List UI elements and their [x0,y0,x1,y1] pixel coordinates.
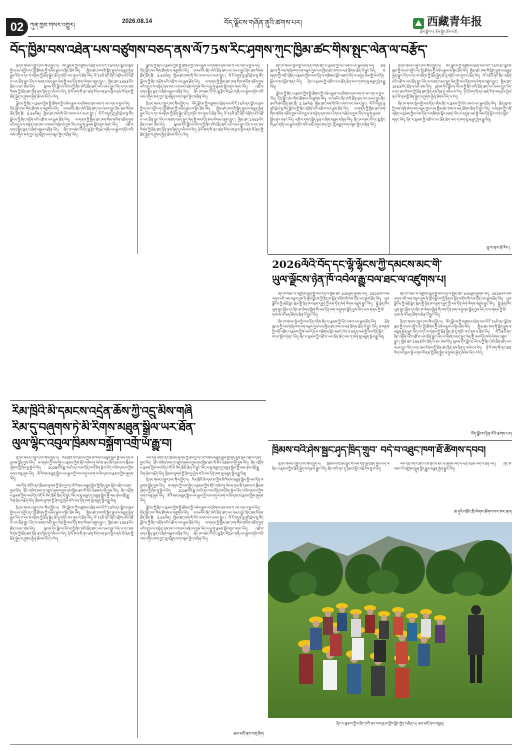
third-col-1 [272,292,390,442]
section-rule [10,400,266,401]
third-col-2 [394,292,512,427]
second-col-1-text-more: ཉི་ཤར་གསར་འགྱུར་ཁང་གིས་སྤྲོད་པ། བོད་ལྗོངས་ཀྱི་བཙུགས་འཐེན་པས་ལོ་ངོ་75ཡི་ནང་ལྗོངས་ཁུལ་གྱི་དཔལ་འབྱོར་དང་སྤྱི་ཚོགས་ཀྱི་འཕེལ་རྒྱས་ལ་སྙིང་ཐོབ་ཡོད། ཁྱིམ་ཚང་ཁག་གི་སྐྱིད་སྡུག་ལ་མཐུན་རྐྱེན་སྦྱར་ཡོད་པ་དང་ས་གནས་ཀྱི་ཐོན་སྐྱེད་ཆེ་རུ་གཏོང་བར་ནུས་པ་ཐོན་ཡོད། ལོ་75ཡི་ནང་ཞིང་འབྲོག་པའི་འཚོ་བ་ཡར་ཐོན་བྱུང་ཡོད་ལ་བཙན་བཅད་སྡུད་ལེན་གྱི་ལས་དོན་ཁག་ལེགས་འགྲུབ་བྱུང་། ཁྱིམ་ཚང་1953ལོར་ཐོན་པ་མང་ཙམ་ཡོད། སྐབས་དེར་ལྗོངས་ཡོངས་ཀྱི་ཞིང་ཁའི་ཐོན་ཚད་ཡར་འཕར་བྱུང་ཡོད་པ་དང་ཟས་རིགས་ཀྱི་ཐོན་ཚད་ཉིན་ནས་ཉིན་དུ་འཕེལ་བ་རེད། ཉེ་ལོ་ཁག་གི་ནང་ཚན་རིག་ལག་རྩལ་སྤེལ་ནས་སོ་ནམ་གྱི་ཐོན་སྐྱེད་ལ་ཤུགས་རྐྱེན་ཐེབས་ཡོད་པ་རེད། [10,505,134,542]
main-col-3 [270,64,386,229]
second-col-1-text: ཉི་ཤར་གསར་འགྱུར་ཁང་གིས་སྤྲོད་པ། རིམ་ཁྲིའི་མི་དམངས་ཀྱིས་མི་རིགས་མཐུན་སྒྲིལ་གྱི་ལས་དོན་ལ་ཤུགས་སྣོན་བྱས་ཡོད། ས་གནས་ཀྱི་ལས་བྱེད་པ་རྣམས་ཀྱིས་གྲོང་གསེབ་ཏུ་ཕེབས་ནས་མི་དམངས་ལ་ཁྲིམས་ལུགས་ཀྱི་ཤེས་བྱ་སྤེལ་ཡོད། 2026ལོའི་ཟླ་7པའི་ནང་ལས་དོན་ཁག་ཅིག་སྤེལ་ཡོད་ལ་མི་དམངས་ཀྱིས་དགའ་བསུ་ཞུས་ཡོད། མི་རིགས་མཐུན་སྒྲིལ་ཡར་རྒྱས་ཀྱི་ལས་འགུལ་ཁག་ལ་མི་དམངས་རྣམས་ཀྱིས་ཞུགས་ཡོད། [10,456,134,481]
main-col-1 [10,64,134,252]
second-col-1-text-cont: ལས་དོན་འདིའི་ནང་ཁྲིམས་ལུགས་ཀྱི་ཤེས་བྱ་དང་མི་རིགས་མཐུན་སྒྲིལ་གྱི་སྲིད་ཇུས་སྐོར་འགྲེལ་བཤད་བྱས་ཡོད། གྲོང་གསེབ་ཁག་ཏུ་འཛུལ་ཞུགས་བྱས་ནས་ཁྱིམ་ཚང་སོ་སོར་འཚམས་འདྲི་བྱས་ཡོད། ཞིང་འབྲོག་པ་རྣམས་ཀྱིས་ལས་དོན་འདི་ལ་ཡིད་ཚིམ་ཆེན་པོ་བྱུང་ཡོད་ལ་མུ་མཐུད་དུ་མཐུན་སྒྲིལ་གྱི་ལམ་ནས་འགྲོ་རྒྱུ་ཡིན་ཞེས་བརྗོད་ཡོད། ཁྲིམས་ལུགས་ཀྱི་ཤེས་བྱ་སྤེལ་བའི་ལས་དོན་ཁག་མུ་མཐུད་སྤེལ་རྒྱུ་ཡིན། [10,483,134,504]
main-col-4-text-cont: ཞིང་ཁ་གསར་སྤེལ་གྱི་ལས་དོན་འདིས་ཞིང་པ་རྣམས་ཀྱི་ཡོང་འབབ་ཡར་རྒྱས་ཐོན་ཡོད། ཐོན་ཁུངས་ཀྱི་ལས་གཞི་ཁག་ལག་བསྟར་བྱས་པས་ཁྱིམ་ཚང་ཁག་ལ་ཕན་ཐོགས་ཆེན་པོ་བྱུང་ཡོད། ས་གནས་ཀྱི་འགོ་འཁྲིད་པ་རྣམས་ཀྱིས་ལས་དོན་ལ་གཟིགས་སྐོར་མཛད་ཡོད་ལ་མདུན་ལམ་གྱི་ལས་དོན་སྐོར་བཀའ་སློབ་གནང་ཡོད། ཞིང་པ་རྣམས་ཀྱི་འཚོ་བ་ཡར་ཐོན་ཆེད་ལས་ཀ་ཁག་མུ་མཐུད་སྤེལ་རྒྱུ་ཡིན། [392,101,512,122]
column-divider [137,456,138,738]
column-divider [267,64,268,254]
fourth-col-1-text: ཉི་ཤར་གསར་འགྱུར་ཁང་གིས་སྤྲོད་པ། ཁྲིམས་བའི་ཤེས་སྦྱང་གི་ལས་དོན་སློབ་ཁྲིད་བྱས་ཡོད་ལ་ཞིང་པ་རྣམས་ཀྱིས་ཐོན་སྐྱེད་ལག་རྩལ་སྦྱང་ཡོད། ཞིང་ཁའི་ནང་དུ་ཉམས་མྱོང་བརྗེ་རེས་བྱས་ཡོད། [272,462,390,472]
news-photo [268,522,512,718]
second-col-1 [10,456,134,738]
logo-icon [413,14,424,25]
third-col-1-text: ཞིང་ཁ་བཟང་པོ་འཛུགས་སྐྲུན་གྱི་ལས་དོན་ལ་ཁྱིམ་ཚང་100ལྷག་ཞུགས་ཡོད། 2026ལོར་ལས་འགུལ་འདི་ལག་བསྟར་བྱས་ཏེ་ཡུལ་ལྗོངས་ཀྱི་ཉེན་ཁ་སྔོན་འགོག་གི་ལས་དོན་ཡར་རྒྱས་ཐོན་ཡོད། ཡུལ་ལྗོངས་ཀྱི་མཐོ་སྒང་ཁུལ་གྱི་ཉེན་ཁ་བརྟག་དཔྱད་ཀྱི་ལས་དོན་ཁག་ལེགས་འགྲུབ་བྱུང་ཡོད། སྐྱེ་ལྡན་ཁོར་ཡུག་སྲུང་སྐྱོབ་དང་ཞིང་ཁ་ལེགས་སྒྲིག་གི་ལས་དོན་ཁག་ལ་ཤུགས་སྣོན་བྱས་ཡོད་ལ་ས་གནས་ཀྱི་མི་དམངས་ལ་ཕན་ཐོགས་ཆེན་པོ་བྱུང་ཡོད། [272,292,390,317]
main-col-2-text: ལྗོངས་ཀྱི་ཞིང་པ་རྣམས་ཀྱིས་སྤྱི་ཚོགས་ཀྱི་འཕེལ་རྒྱས་ལ་དམིགས་ནས་ལས་ཀ་ཡང་དག་པ་བྱས་ཡོད། དོན་སྐྱོང་ཁང་གིས་ཚོགས་པ་བཙུགས་ཡོད། ༢༠༢༥ལོར་ཞིང་ཁའི་ཐོན་ཚད་ཡར་འཕར་བྱུང་ཞིང་ཟས་རིགས་ཐོན་ཚད་ཁྲི་ 3.59ཡིན། ཁྱིམ་ཚང་ཁག་གི་ཡོང་འབབ་ཡར་འཕར་བྱུང་། ལོ་ངོ་བདུན་ཅུ་ལྔའི་རྗེས་སུ་བོད་ལྗོངས་ཀྱི་ཞིང་འབྲོག་པའི་འཚོ་བ་ཡར་རྒྱས་ཐོན་ཡོད། ས་གནས་ཀྱི་ཁྱིམ་ཚང་ཁག་གིས་གསོག་འཇོག་བྱས་པའི་དངུལ་ལ་བརྟེན་ནས་ཁང་པ་གསར་བཞེངས་བྱས་ཡོད་ལ་ཕྲུ་གུ་རྣམས་སློབ་གྲྭར་བཏང་ཡོད། འཚོ་བ་དགའ་སྐྱིད་ལྡན་པ་ཞིག་བསྐྱལ་བཞིན་ཡོད། ཞིང་ཁ་བཟང་པོ་དང་ཆུ་རྫིང་གི་རྨང་གཞི་ཡར་རྒྱས་གཏོང་བའི་ལས་འགུལ་ཁག་ཀྱང་མུ་མཐུད་ལག་བསྟར་བྱེད་བཞིན་ཡོད། [140,64,264,100]
third-col-2-text: ཞིང་ཁ་བཟང་པོ་འཛུགས་སྐྲུན་གྱི་ལས་དོན་ལ་ཁྱིམ་ཚང་100ལྷག་ཞུགས་ཡོད། 2026ལོར་ལས་འགུལ་འདི་ལག་བསྟར་བྱས་ཏེ་ཡུལ་ལྗོངས་ཀྱི་ཉེན་ཁ་སྔོན་འགོག་གི་ལས་དོན་ཡར་རྒྱས་ཐོན་ཡོད། ཡུལ་ལྗོངས་ཀྱི་མཐོ་སྒང་ཁུལ་གྱི་ཉེན་ཁ་བརྟག་དཔྱད་ཀྱི་ལས་དོན་ཁག་ལེགས་འགྲུབ་བྱུང་ཡོད། སྐྱེ་ལྡན་ཁོར་ཡུག་སྲུང་སྐྱོབ་དང་ཞིང་ཁ་ལེགས་སྒྲིག་གི་ལས་དོན་ཁག་ལ་ཤུགས་སྣོན་བྱས་ཡོད་ལ་ས་གནས་ཀྱི་མི་དམངས་ལ་ཕན་ཐོགས་ཆེན་པོ་བྱུང་ཡོད། [394,292,512,317]
column-divider [137,64,138,254]
fourth-byline: ཨ་ཏུའི་འབྲོང་ཁྲི་ལེགས་ཚོགས་ལས་ཁང་ནས། [453,509,512,514]
main-headline: བོད་ཁྱིམ་བས་འཐེན་པས་བཙུགས་བཅད་ནས་ལོ75ས་རིང་ཤྭགས་ཀུང་ཁྱིམ་ཚང་གིས་སྤུང་ལེན་ལ་བརྩོད་ [10,42,428,57]
field-workers-photo [268,522,512,718]
page-number-text: 02 [10,20,24,34]
issue-date: 2026.08.14 [122,19,153,25]
main-col-1-text-cont: ལྗོངས་ཀྱི་ཞིང་པ་རྣམས་ཀྱིས་སྤྱི་ཚོགས་ཀྱི་འཕེལ་རྒྱས་ལ་དམིགས་ནས་ལས་ཀ་ཡང་དག་པ་བྱས་ཡོད། དོན་སྐྱོང་ཁང་གིས་ཚོགས་པ་བཙུགས་ཡོད། ༢༠༢༥ལོར་ཞིང་ཁའི་ཐོན་ཚད་ཡར་འཕར་བྱུང་ཞིང་ཟས་རིགས་ཐོན་ཚད་ཁྲི་ 3.59ཡིན། ཁྱིམ་ཚང་ཁག་གི་ཡོང་འབབ་ཡར་འཕར་བྱུང་། ལོ་ངོ་བདུན་ཅུ་ལྔའི་རྗེས་སུ་བོད་ལྗོངས་ཀྱི་ཞིང་འབྲོག་པའི་འཚོ་བ་ཡར་རྒྱས་ཐོན་ཡོད། ས་གནས་ཀྱི་ཁྱིམ་ཚང་ཁག་གིས་གསོག་འཇོག་བྱས་པའི་དངུལ་ལ་བརྟེན་ནས་ཁང་པ་གསར་བཞེངས་བྱས་ཡོད་ལ་ཕྲུ་གུ་རྣམས་སློབ་གྲྭར་བཏང་ཡོད། འཚོ་བ་དགའ་སྐྱིད་ལྡན་པ་ཞིག་བསྐྱལ་བཞིན་ཡོད། ཞིང་ཁ་བཟང་པོ་དང་ཆུ་རྫིང་གི་རྨང་གཞི་ཡར་རྒྱས་གཏོང་བའི་ལས་འགུལ་ཁག་ཀྱང་མུ་མཐུད་ལག་བསྟར་བྱེད་བཞིན་ཡོད། [10,101,134,138]
fourth-headline: ཁྲིམས་བའི་ཤེས་སྦྱང་ཤྭད་ཁྲིད་གྲུབ་ བདེ་བ་འཐུང་ཁག་ཐོ་ཚོགས་དབབ། [272,445,486,456]
main-col-3-text: ཞིང་ཁ་གསར་སྤེལ་གྱི་ལས་དོན་འདིས་ཞིང་པ་རྣམས་ཀྱི་ཡོང་འབབ་ཡར་རྒྱས་ཐོན་ཡོད། ཐོན་ཁུངས་ཀྱི་ལས་གཞི་ཁག་ལག་བསྟར་བྱས་པས་ཁྱིམ་ཚང་ཁག་ལ་ཕན་ཐོགས་ཆེན་པོ་བྱུང་ཡོད། ས་གནས་ཀྱི་འགོ་འཁྲིད་པ་རྣམས་ཀྱིས་ལས་དོན་ལ་གཟིགས་སྐོར་མཛད་ཡོད་ལ་མདུན་ལམ་གྱི་ལས་དོན་སྐོར་བཀའ་སློབ་གནང་ཡོད། ཞིང་པ་རྣམས་ཀྱི་འཚོ་བ་ཡར་ཐོན་ཆེད་ལས་ཀ་ཁག་མུ་མཐུད་སྤེལ་རྒྱུ་ཡིན། [270,64,386,89]
main-col-2 [140,64,264,269]
main-byline: ལྷ་ས་ནས་ཚེ་རིང་། [486,245,510,250]
column-divider [389,64,390,254]
third-headline-line-2: ཡུལ་ལྗོངས་ཉེན་ཁོ་འབེལ་རྒྱུ་བལ་ཐང་ལ་འཛུགས་པ། [272,274,446,286]
third-col-2-text-cont: ཉི་ཤར་གསར་འགྱུར་ཁང་གིས་སྤྲོད་པ། བོད་ལྗོངས་ཀྱི་བཙུགས་འཐེན་པས་ལོ་ངོ་75ཡི་ནང་ལྗོངས་ཁུལ་གྱི་དཔལ་འབྱོར་དང་སྤྱི་ཚོགས་ཀྱི་འཕེལ་རྒྱས་ལ་སྙིང་ཐོབ་ཡོད། ཁྱིམ་ཚང་ཁག་གི་སྐྱིད་སྡུག་ལ་མཐུན་རྐྱེན་སྦྱར་ཡོད་པ་དང་ས་གནས་ཀྱི་ཐོན་སྐྱེད་ཆེ་རུ་གཏོང་བར་ནུས་པ་ཐོན་ཡོད། ལོ་75ཡི་ནང་ཞིང་འབྲོག་པའི་འཚོ་བ་ཡར་ཐོན་བྱུང་ཡོད་ལ་བཙན་བཅད་སྡུད་ལེན་གྱི་ལས་དོན་ཁག་ལེགས་འགྲུབ་བྱུང་། ཁྱིམ་ཚང་1953ལོར་ཐོན་པ་མང་ཙམ་ཡོད། སྐབས་དེར་ལྗོངས་ཡོངས་ཀྱི་ཞིང་ཁའི་ཐོན་ཚད་ཡར་འཕར་བྱུང་ཡོད་པ་དང་ཟས་རིགས་ཀྱི་ཐོན་ཚད་ཉིན་ནས་ཉིན་དུ་འཕེལ་བ་རེད། ཉེ་ལོ་ཁག་གི་ནང་ཚན་རིག་ལག་རྩལ་སྤེལ་ནས་སོ་ནམ་གྱི་ཐོན་སྐྱེད་ལ་ཤུགས་རྐྱེན་ཐེབས་ཡོད་པ་རེད། [394,319,512,355]
second-col-2-text: ལས་དོན་འདིའི་ནང་ཁྲིམས་ལུགས་ཀྱི་ཤེས་བྱ་དང་མི་རིགས་མཐུན་སྒྲིལ་གྱི་སྲིད་ཇུས་སྐོར་འགྲེལ་བཤད་བྱས་ཡོད། གྲོང་གསེབ་ཁག་ཏུ་འཛུལ་ཞུགས་བྱས་ནས་ཁྱིམ་ཚང་སོ་སོར་འཚམས་འདྲི་བྱས་ཡོད། ཞིང་འབྲོག་པ་རྣམས་ཀྱིས་ལས་དོན་འདི་ལ་ཡིད་ཚིམ་ཆེན་པོ་བྱུང་ཡོད་ལ་མུ་མཐུད་དུ་མཐུན་སྒྲིལ་གྱི་ལམ་ནས་འགྲོ་རྒྱུ་ཡིན་ཞེས་བརྗོད་ཡོད། ཁྲིམས་ལུགས་ཀྱི་ཤེས་བྱ་སྤེལ་བའི་ལས་དོན་ཁག་མུ་མཐུད་སྤེལ་རྒྱུ་ཡིན། [140,456,264,476]
fourth-col-1 [272,462,390,514]
editor-line: རྩོམ་སྒྲིག་པ། ཆོས་སྐྱིད་ཆོས་མཚོ། [420,30,458,34]
logo-text: 西藏青年报 [427,15,482,28]
third-col-1-text-cont: ཞིང་ཁ་གསར་སྤེལ་གྱི་ལས་དོན་འདིས་ཞིང་པ་རྣམས་ཀྱི་ཡོང་འབབ་ཡར་རྒྱས་ཐོན་ཡོད། ཐོན་ཁུངས་ཀྱི་ལས་གཞི་ཁག་ལག་བསྟར་བྱས་པས་ཁྱིམ་ཚང་ཁག་ལ་ཕན་ཐོགས་ཆེན་པོ་བྱུང་ཡོད། ས་གནས་ཀྱི་འགོ་འཁྲིད་པ་རྣམས་ཀྱིས་ལས་དོན་ལ་གཟིགས་སྐོར་མཛད་ཡོད་ལ་མདུན་ལམ་གྱི་ལས་དོན་སྐོར་བཀའ་སློབ་གནང་ཡོད། ཞིང་པ་རྣམས་ཀྱི་འཚོ་བ་ཡར་ཐོན་ཆེད་ལས་ཀ་ཁག་མུ་མཐུད་སྤེལ་རྒྱུ་ཡིན། [272,319,390,340]
footer-rule [10,744,512,745]
fourth-col-2 [394,462,512,508]
main-col-2-text-cont: ཉི་ཤར་གསར་འགྱུར་ཁང་གིས་སྤྲོད་པ། བོད་ལྗོངས་ཀྱི་བཙུགས་འཐེན་པས་ལོ་ངོ་75ཡི་ནང་ལྗོངས་ཁུལ་གྱི་དཔལ་འབྱོར་དང་སྤྱི་ཚོགས་ཀྱི་འཕེལ་རྒྱས་ལ་སྙིང་ཐོབ་ཡོད། ཁྱིམ་ཚང་ཁག་གི་སྐྱིད་སྡུག་ལ་མཐུན་རྐྱེན་སྦྱར་ཡོད་པ་དང་ས་གནས་ཀྱི་ཐོན་སྐྱེད་ཆེ་རུ་གཏོང་བར་ནུས་པ་ཐོན་ཡོད། ལོ་75ཡི་ནང་ཞིང་འབྲོག་པའི་འཚོ་བ་ཡར་ཐོན་བྱུང་ཡོད་ལ་བཙན་བཅད་སྡུད་ལེན་གྱི་ལས་དོན་ཁག་ལེགས་འགྲུབ་བྱུང་། ཁྱིམ་ཚང་1953ལོར་ཐོན་པ་མང་ཙམ་ཡོད། སྐབས་དེར་ལྗོངས་ཡོངས་ཀྱི་ཞིང་ཁའི་ཐོན་ཚད་ཡར་འཕར་བྱུང་ཡོད་པ་དང་ཟས་རིགས་ཀྱི་ཐོན་ཚད་ཉིན་ནས་ཉིན་དུ་འཕེལ་བ་རེད། ཉེ་ལོ་ཁག་གི་ནང་ཚན་རིག་ལག་རྩལ་སྤེལ་ནས་སོ་ནམ་གྱི་ཐོན་སྐྱེད་ལ་ཤུགས་རྐྱེན་ཐེབས་ཡོད་པ་རེད། [140,101,264,138]
second-col-2-text-more: ལྗོངས་ཀྱི་ཞིང་པ་རྣམས་ཀྱིས་སྤྱི་ཚོགས་ཀྱི་འཕེལ་རྒྱས་ལ་དམིགས་ནས་ལས་ཀ་ཡང་དག་པ་བྱས་ཡོད། དོན་སྐྱོང་ཁང་གིས་ཚོགས་པ་བཙུགས་ཡོད། ༢༠༢༥ལོར་ཞིང་ཁའི་ཐོན་ཚད་ཡར་འཕར་བྱུང་ཞིང་ཟས་རིགས་ཐོན་ཚད་ཁྲི་ 3.59ཡིན། ཁྱིམ་ཚང་ཁག་གི་ཡོང་འབབ་ཡར་འཕར་བྱུང་། ལོ་ངོ་བདུན་ཅུ་ལྔའི་རྗེས་སུ་བོད་ལྗོངས་ཀྱི་ཞིང་འབྲོག་པའི་འཚོ་བ་ཡར་རྒྱས་ཐོན་ཡོད། ས་གནས་ཀྱི་ཁྱིམ་ཚང་ཁག་གིས་གསོག་འཇོག་བྱས་པའི་དངུལ་ལ་བརྟེན་ནས་ཁང་པ་གསར་བཞེངས་བྱས་ཡོད་ལ་ཕྲུ་གུ་རྣམས་སློབ་གྲྭར་བཏང་ཡོད། འཚོ་བ་དགའ་སྐྱིད་ལྡན་པ་ཞིག་བསྐྱལ་བཞིན་ཡོད། ཞིང་ཁ་བཟང་པོ་དང་ཆུ་རྫིང་གི་རྨང་གཞི་ཡར་རྒྱས་གཏོང་བའི་ལས་འགུལ་ཁག་ཀྱང་མུ་མཐུད་ལག་བསྟར་བྱེད་བཞིན་ཡོད། [140,505,264,542]
second-headline-line-3: ལུལ་ལྷིང་འབུལ་ཁྲིམས་བསྐྲོག་འགྲོ་ཡོ་རྒྱུ་བ། [12,436,172,450]
fourth-col-2-text: ལས་དོན་འདིར་ཞིང་པ་མི་གྲངས་མང་པོ་ཞུགས་ཡོད་ལ་ཕན་འབྲས་ཡག་པོ་ཐོན་ཡོད། ཞིང་ཁ་བཟང་པོ་འཛུགས་སྐྲུན་བྱེད་རྒྱུར་མཐུན་རྐྱེན་སྦྱར་ཡོད། [394,462,512,472]
main-col-4 [392,64,512,242]
second-col-2 [140,456,264,726]
page-number [6,18,28,36]
third-headline-line-1: 2026ལོའི་བོད་དང་ལྷོ་ལྷོངས་ཀྱི་དམངས་མང་གི་ [272,259,442,271]
third-byline: བོད་ལྗོངས་ཉིན་རེའི་ཚགས་པར། [471,431,512,436]
second-headline-line-2: རིམ་དུ་བཞུགས་ཏེ་མི་རིགས་མཐུན་སྒྲིལ་ཡར་ཐོན་ [12,420,196,434]
header-rule [28,36,508,37]
main-col-3-text-cont: ལྗོངས་ཀྱི་ཞིང་པ་རྣམས་ཀྱིས་སྤྱི་ཚོགས་ཀྱི་འཕེལ་རྒྱས་ལ་དམིགས་ནས་ལས་ཀ་ཡང་དག་པ་བྱས་ཡོད། དོན་སྐྱོང་ཁང་གིས་ཚོགས་པ་བཙུགས་ཡོད། ༢༠༢༥ལོར་ཞིང་ཁའི་ཐོན་ཚད་ཡར་འཕར་བྱུང་ཞིང་ཟས་རིགས་ཐོན་ཚད་ཁྲི་ 3.59ཡིན། ཁྱིམ་ཚང་ཁག་གི་ཡོང་འབབ་ཡར་འཕར་བྱུང་། ལོ་ངོ་བདུན་ཅུ་ལྔའི་རྗེས་སུ་བོད་ལྗོངས་ཀྱི་ཞིང་འབྲོག་པའི་འཚོ་བ་ཡར་རྒྱས་ཐོན་ཡོད། ས་གནས་ཀྱི་ཁྱིམ་ཚང་ཁག་གིས་གསོག་འཇོག་བྱས་པའི་དངུལ་ལ་བརྟེན་ནས་ཁང་པ་གསར་བཞེངས་བྱས་ཡོད་ལ་ཕྲུ་གུ་རྣམས་སློབ་གྲྭར་བཏང་ཡོད། འཚོ་བ་དགའ་སྐྱིད་ལྡན་པ་ཞིག་བསྐྱལ་བཞིན་ཡོད། ཞིང་ཁ་བཟང་པོ་དང་ཆུ་རྫིང་གི་རྨང་གཞི་ཡར་རྒྱས་གཏོང་བའི་ལས་འགུལ་ཁག་ཀྱང་མུ་མཐུད་ལག་བསྟར་བྱེད་བཞིན་ཡོད། [270,91,386,127]
second-byline: ཆབ་མདོ་ནས་བཀྲ་ཤིས། [233,731,264,736]
section-rule [268,440,512,441]
second-col-2-text-cont: ཉི་ཤར་གསར་འགྱུར་ཁང་གིས་སྤྲོད་པ། རིམ་ཁྲིའི་མི་དམངས་ཀྱིས་མི་རིགས་མཐུན་སྒྲིལ་གྱི་ལས་དོན་ལ་ཤུགས་སྣོན་བྱས་ཡོད། ས་གནས་ཀྱི་ལས་བྱེད་པ་རྣམས་ཀྱིས་གྲོང་གསེབ་ཏུ་ཕེབས་ནས་མི་དམངས་ལ་ཁྲིམས་ལུགས་ཀྱི་ཤེས་བྱ་སྤེལ་ཡོད། 2026ལོའི་ཟླ་7པའི་ནང་ལས་དོན་ཁག་ཅིག་སྤེལ་ཡོད་ལ་མི་དམངས་ཀྱིས་དགའ་བསུ་ཞུས་ཡོད། མི་རིགས་མཐུན་སྒྲིལ་ཡར་རྒྱས་ཀྱི་ལས་འགུལ་ཁག་ལ་མི་དམངས་རྣམས་ཀྱིས་ཞུགས་ཡོད། [140,478,264,504]
main-col-1-text: ཉི་ཤར་གསར་འགྱུར་ཁང་གིས་སྤྲོད་པ། བོད་ལྗོངས་ཀྱི་བཙུགས་འཐེན་པས་ལོ་ངོ་75ཡི་ནང་ལྗོངས་ཁུལ་གྱི་དཔལ་འབྱོར་དང་སྤྱི་ཚོགས་ཀྱི་འཕེལ་རྒྱས་ལ་སྙིང་ཐོབ་ཡོད། ཁྱིམ་ཚང་ཁག་གི་སྐྱིད་སྡུག་ལ་མཐུན་རྐྱེན་སྦྱར་ཡོད་པ་དང་ས་གནས་ཀྱི་ཐོན་སྐྱེད་ཆེ་རུ་གཏོང་བར་ནུས་པ་ཐོན་ཡོད། ལོ་75ཡི་ནང་ཞིང་འབྲོག་པའི་འཚོ་བ་ཡར་ཐོན་བྱུང་ཡོད་ལ་བཙན་བཅད་སྡུད་ལེན་གྱི་ལས་དོན་ཁག་ལེགས་འགྲུབ་བྱུང་། ཁྱིམ་ཚང་1953ལོར་ཐོན་པ་མང་ཙམ་ཡོད། སྐབས་དེར་ལྗོངས་ཡོངས་ཀྱི་ཞིང་ཁའི་ཐོན་ཚད་ཡར་འཕར་བྱུང་ཡོད་པ་དང་ཟས་རིགས་ཀྱི་ཐོན་ཚད་ཉིན་ནས་ཉིན་དུ་འཕེལ་བ་རེད། ཉེ་ལོ་ཁག་གི་ནང་ཚན་རིག་ལག་རྩལ་སྤེལ་ནས་སོ་ནམ་གྱི་ཐོན་སྐྱེད་ལ་ཤུགས་རྐྱེན་ཐེབས་ཡོད་པ་རེད། [10,64,134,100]
section-rule [268,254,512,255]
section-name: ཀུན་ཁྱབ་གསར་འགྱུར། [30,22,75,29]
second-headline-line-1: རིམ་ཁྲིའི་མི་དམངས་འདྲེན་ཆོས་ཀྱི་འདྲུ་མིས་གཞི [12,404,193,418]
main-col-4-text: ཉི་ཤར་གསར་འགྱུར་ཁང་གིས་སྤྲོད་པ། བོད་ལྗོངས་ཀྱི་བཙུགས་འཐེན་པས་ལོ་ངོ་75ཡི་ནང་ལྗོངས་ཁུལ་གྱི་དཔལ་འབྱོར་དང་སྤྱི་ཚོགས་ཀྱི་འཕེལ་རྒྱས་ལ་སྙིང་ཐོབ་ཡོད། ཁྱིམ་ཚང་ཁག་གི་སྐྱིད་སྡུག་ལ་མཐུན་རྐྱེན་སྦྱར་ཡོད་པ་དང་ས་གནས་ཀྱི་ཐོན་སྐྱེད་ཆེ་རུ་གཏོང་བར་ནུས་པ་ཐོན་ཡོད། ལོ་75ཡི་ནང་ཞིང་འབྲོག་པའི་འཚོ་བ་ཡར་ཐོན་བྱུང་ཡོད་ལ་བཙན་བཅད་སྡུད་ལེན་གྱི་ལས་དོན་ཁག་ལེགས་འགྲུབ་བྱུང་། ཁྱིམ་ཚང་1953ལོར་ཐོན་པ་མང་ཙམ་ཡོད། སྐབས་དེར་ལྗོངས་ཡོངས་ཀྱི་ཞིང་ཁའི་ཐོན་ཚད་ཡར་འཕར་བྱུང་ཡོད་པ་དང་ཟས་རིགས་ཀྱི་ཐོན་ཚད་ཉིན་ནས་ཉིན་དུ་འཕེལ་བ་རེད། ཉེ་ལོ་ཁག་གི་ནང་ཚན་རིག་ལག་རྩལ་སྤེལ་ནས་སོ་ནམ་གྱི་ཐོན་སྐྱེད་ལ་ཤུགས་རྐྱེན་ཐེབས་ཡོད་པ་རེད། [392,64,512,100]
newspaper-title: བོད་ལྗོངས་གཞོན་ནུའི་ཚགས་པར། [224,19,302,27]
photo-caption: ཞིང་པ་རྣམས་ཀྱིས་ཞིང་ཁའི་ནང་ལག་རྩལ་སློབ་སྦྱོང་བྱེད་བཞིན་པ། ཆབ་མདོ་ནས་བསྐྲུན། [336,721,444,726]
